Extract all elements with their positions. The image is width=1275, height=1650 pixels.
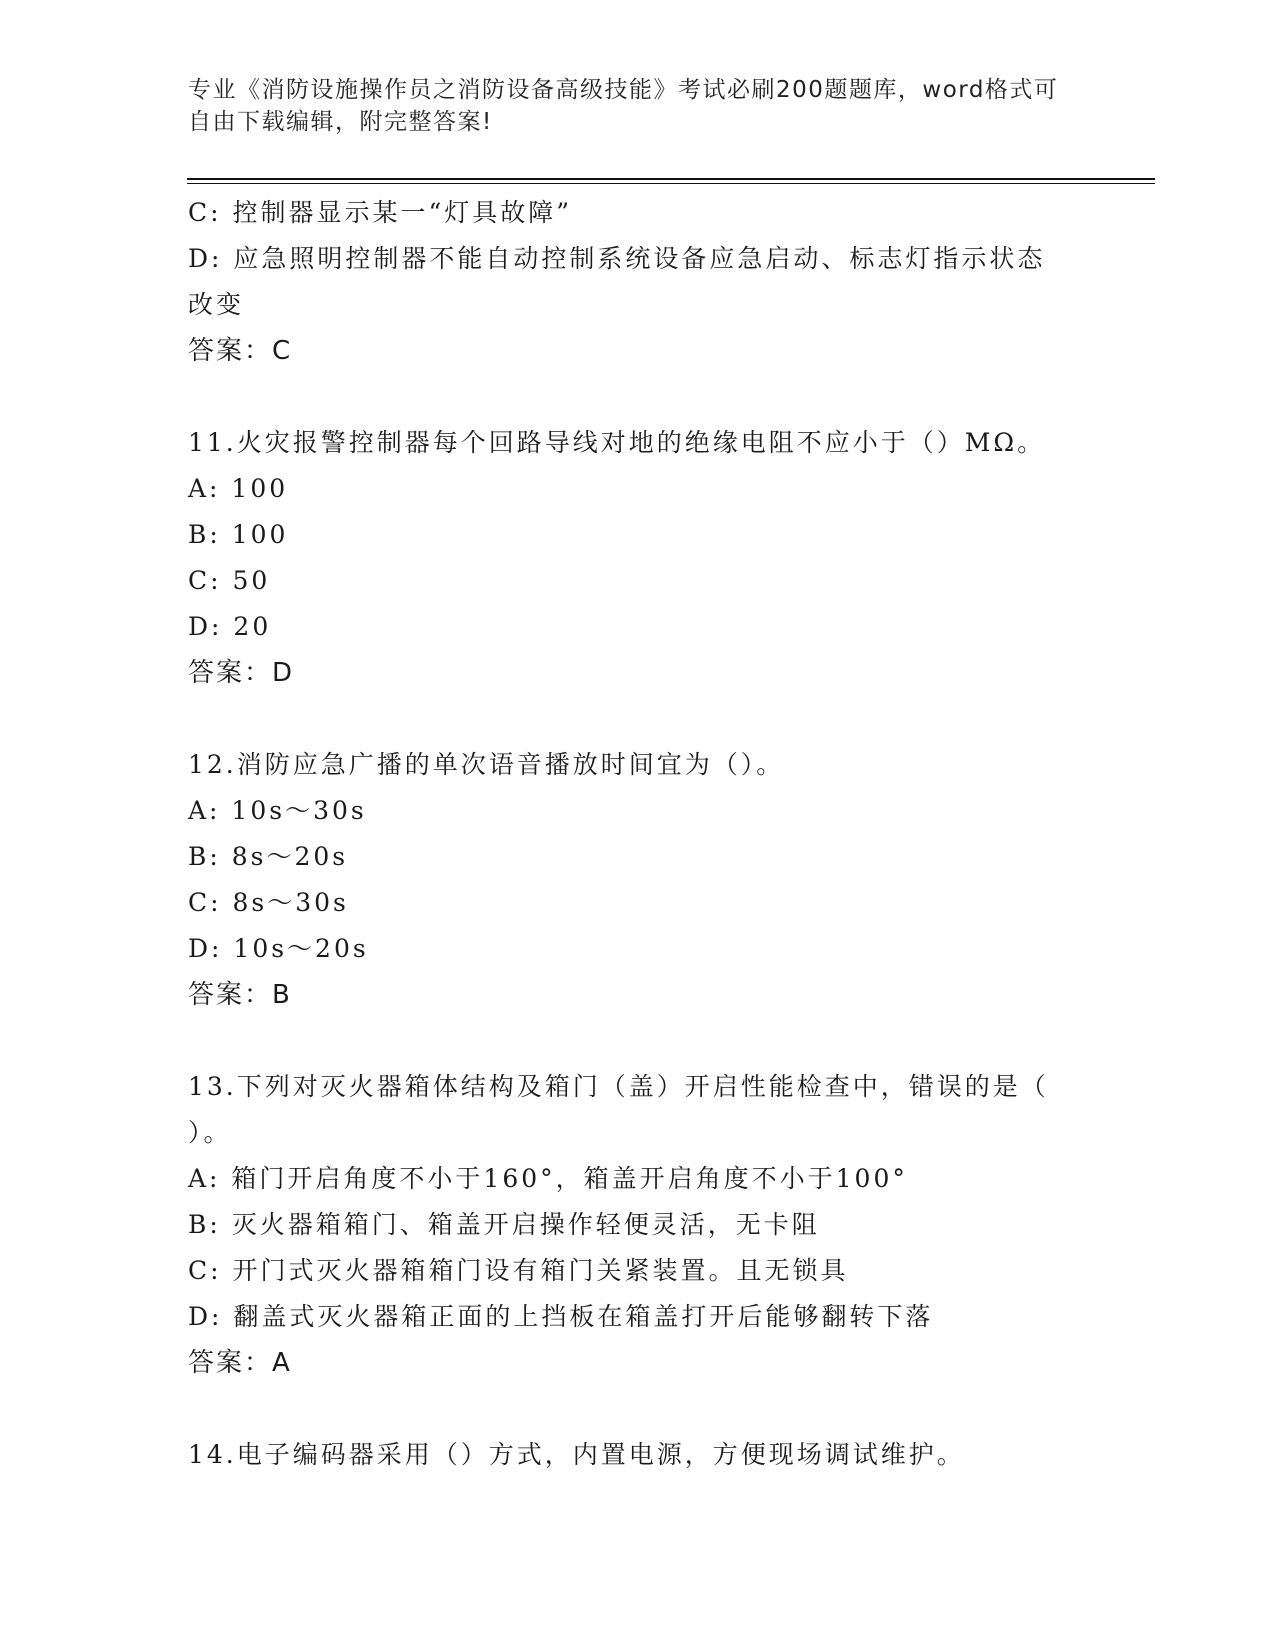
question-list xyxy=(188,190,1088,1478)
header-title-line-1: 专业《消防设施操作员之消防设备高级技能》考试必刷200题题库，word格式可 xyxy=(188,77,1059,103)
option-d: D: 翻盖式灭火器箱正面的上挡板在箱盖打开后能够翻转下落 xyxy=(188,1302,934,1331)
spacer xyxy=(188,1386,1088,1432)
option-a: A: 箱门开启角度不小于160°，箱盖开启角度不小于100° xyxy=(188,1164,908,1193)
answer-line: 答案：C xyxy=(188,336,293,366)
answer-line: 答案：D xyxy=(188,658,295,688)
option-c: C: 控制器显示某一“灯具故障” xyxy=(188,198,573,227)
spacer xyxy=(188,696,1088,742)
header-title-line-2: 自由下载编辑，附完整答案! xyxy=(188,109,493,135)
answer-line: 答案：B xyxy=(188,980,292,1010)
option-c: C: 50 xyxy=(188,566,271,595)
question-stem-continuation: ）。 xyxy=(188,1118,232,1147)
question-block xyxy=(188,1064,1088,1386)
question-block xyxy=(188,742,1088,1018)
answer-line: 答案：A xyxy=(188,1348,292,1378)
question-stem: 14.电子编码器采用（）方式，内置电源，方便现场调试维护。 xyxy=(188,1440,965,1469)
option-d-continuation: 改变 xyxy=(188,290,245,319)
option-d: D: 20 xyxy=(188,612,272,641)
option-a: A: 10s～30s xyxy=(188,796,367,825)
option-c: C: 开门式灭火器箱箱门设有箱门关紧装置。且无锁具 xyxy=(188,1256,849,1285)
option-c: C: 8s～30s xyxy=(188,888,349,917)
question-block-continued xyxy=(188,190,1088,374)
question-block xyxy=(188,1432,1088,1478)
question-stem: 12.消防应急广播的单次语音播放时间宜为（）。 xyxy=(188,750,785,779)
spacer xyxy=(188,374,1088,420)
question-block xyxy=(188,420,1088,696)
header-divider-thick xyxy=(187,178,1155,180)
option-d: D: 应急照明控制器不能自动控制系统设备应急启动、标志灯指示状态 xyxy=(188,244,1046,273)
question-stem: 11.火灾报警控制器每个回路导线对地的绝缘电阻不应小于（）MΩ。 xyxy=(188,428,1046,457)
option-b: B: 100 xyxy=(188,520,289,549)
option-b: B: 灭火器箱箱门、箱盖开启操作轻便灵活，无卡阻 xyxy=(188,1210,820,1239)
option-d: D: 10s～20s xyxy=(188,934,369,963)
question-stem: 13.下列对灭火器箱体结构及箱门（盖）开启性能检查中，错误的是（ xyxy=(188,1072,1049,1101)
option-a: A: 100 xyxy=(188,474,289,503)
spacer xyxy=(188,1018,1088,1064)
document-header xyxy=(188,74,1068,138)
header-divider-thin xyxy=(187,183,1155,184)
option-b: B: 8s～20s xyxy=(188,842,349,871)
